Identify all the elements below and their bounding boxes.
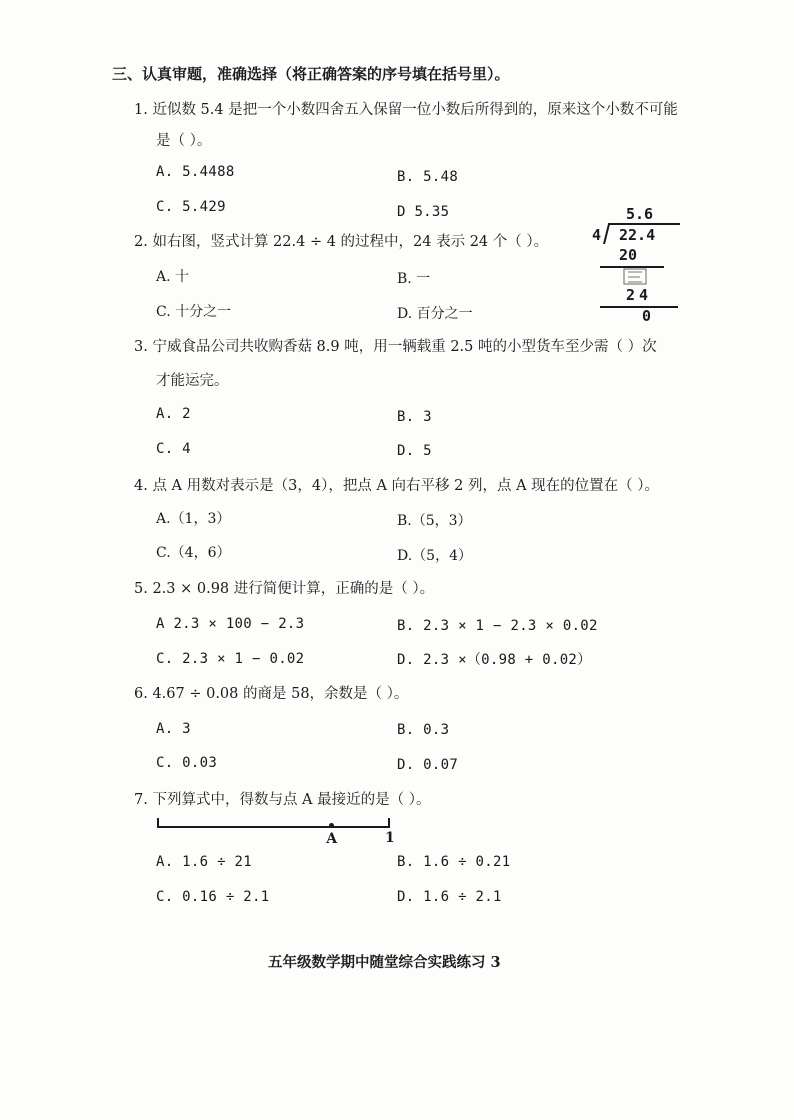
question-6-option-a: A. 3: [156, 721, 191, 737]
question-3-option-c: C. 4: [156, 441, 191, 457]
question-5-option-c: C. 2.3 × 1 − 0.02: [156, 651, 305, 667]
question-3-line-2: 才能运完。: [156, 373, 229, 389]
question-6-option-c: C. 0.03: [156, 755, 218, 771]
question-7-option-c: C. 0.16 ÷ 2.1: [156, 889, 270, 905]
question-5-option-a: A 2.3 × 100 − 2.3: [156, 616, 305, 632]
question-2-option-c: C. 十分之一: [156, 304, 232, 320]
question-6-text: 6. 4.67 ÷ 0.08 的商是 58，余数是（ ）。: [134, 686, 409, 702]
question-2-option-a: A. 十: [156, 269, 190, 285]
question-1-line-2: 是（ ）。: [156, 133, 212, 149]
number-line-start-tick: [157, 818, 159, 828]
number-line: [157, 826, 390, 828]
division-quotient: 5.6: [626, 205, 654, 223]
page-footer: 五年级数学期中随堂综合实践练习 3: [268, 954, 501, 971]
question-5-text: 5. 2.3 × 0.98 进行简便计算，正确的是（ ）。: [134, 581, 435, 597]
division-step-1: 20: [619, 246, 638, 264]
question-4-text: 4. 点 A 用数对表示是（3，4），把点 A 向右平移 2 列，点 A 现在的位置在（ ）。: [134, 478, 660, 494]
division-step-2: 24: [626, 286, 653, 304]
division-line-2: [600, 306, 678, 308]
division-remainder: 0: [642, 307, 652, 325]
section-title: 三、认真审题，准确选择（将正确答案的序号填在括号里）。: [112, 65, 510, 83]
number-line-end-label: 1: [385, 830, 395, 846]
question-4-option-a: A.（1，3）: [156, 511, 231, 527]
question-2-option-d: D. 百分之一: [397, 306, 473, 322]
question-3-option-d: D. 5: [397, 443, 432, 459]
question-1-option-a: A. 5.4488: [156, 164, 235, 180]
question-2-text: 2. 如右图，竖式计算 22.4 ÷ 4 的过程中，24 表示 24 个（ ）。: [134, 234, 549, 250]
question-7-option-b: B. 1.6 ÷ 0.21: [397, 854, 511, 870]
question-3-option-a: A. 2: [156, 406, 191, 422]
question-4-option-c: C.（4，6）: [156, 545, 231, 561]
question-7-option-a: A. 1.6 ÷ 21: [156, 854, 253, 870]
question-5-option-d: D. 2.3 ×（0.98 + 0.02）: [397, 652, 592, 668]
question-2-option-b: B. 一: [397, 271, 431, 287]
question-3-line-1: 3. 宁威食品公司共收购香菇 8.9 吨，用一辆载重 2.5 吨的小型货车至少需（ ）次: [134, 339, 657, 355]
number-line-point-a-label: A: [326, 831, 338, 847]
question-7-option-d: D. 1.6 ÷ 2.1: [397, 889, 502, 905]
question-1-option-b: B. 5.48: [397, 169, 459, 185]
question-1-option-c: C. 5.429: [156, 199, 226, 215]
number-line-end-tick: [388, 818, 390, 828]
question-1-option-d: D 5.35: [397, 204, 450, 220]
number-line-point-a: [329, 823, 334, 828]
long-division-figure: [590, 200, 690, 330]
division-divisor: 4: [592, 226, 602, 244]
division-dividend: 22.4: [619, 226, 656, 244]
question-3-option-b: B. 3: [397, 409, 432, 425]
question-7-text: 7. 下列算式中，得数与点 A 最接近的是（ ）。: [134, 792, 431, 808]
question-6-option-d: D. 0.07: [397, 757, 459, 773]
question-1-line-1: 1. 近似数 5.4 是把一个小数四舍五入保留一位小数后所得到的，原来这个小数不可能: [134, 102, 678, 118]
question-6-option-b: B. 0.3: [397, 722, 450, 738]
question-4-option-d: D.（5，4）: [397, 548, 472, 564]
division-scribble-mark: [622, 268, 650, 286]
question-5-option-b: B. 2.3 × 1 − 2.3 × 0.02: [397, 618, 598, 634]
question-4-option-b: B.（5，3）: [397, 513, 472, 529]
